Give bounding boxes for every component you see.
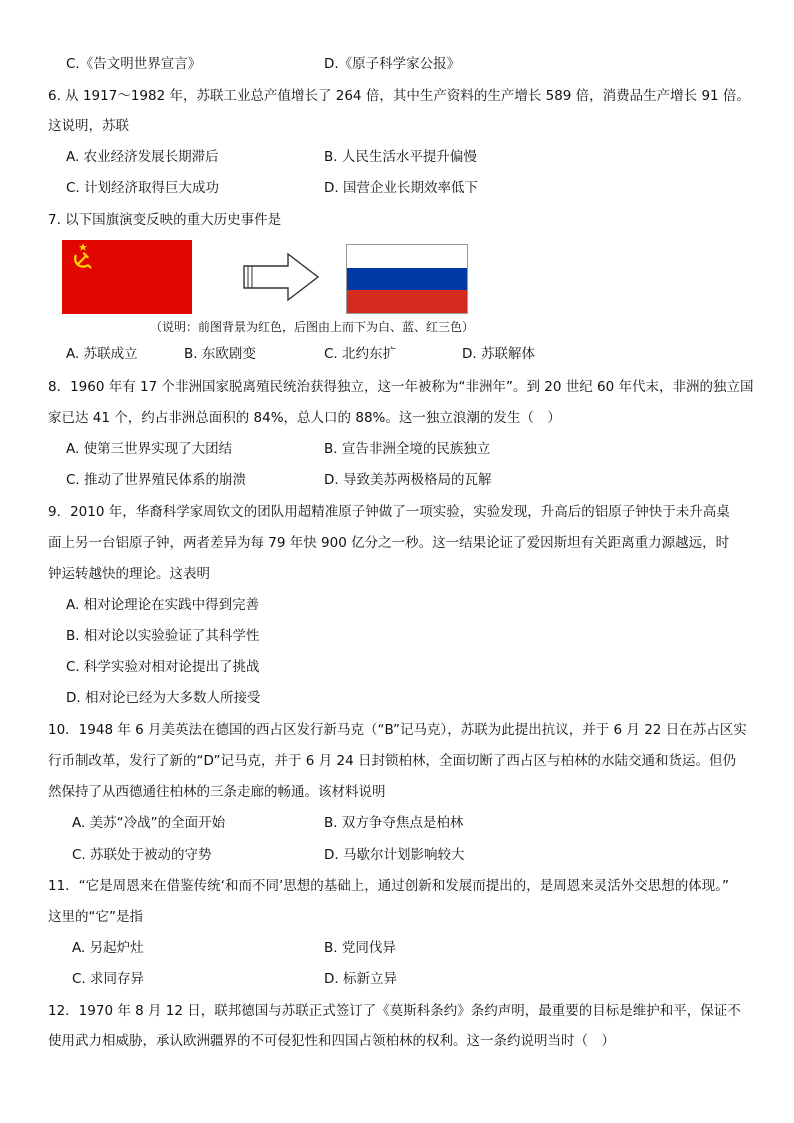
q8-option-a[interactable]: A. 使第三世界实现了大团结: [66, 441, 233, 457]
russian-flag-blue-band: [347, 268, 467, 291]
hammer-sickle-icon: [70, 243, 96, 269]
q9-stem-line3: 钟运转越快的理论。这表明: [48, 566, 210, 582]
q6-option-d[interactable]: D. 国营企业长期效率低下: [324, 180, 478, 196]
russian-flag: [346, 244, 468, 314]
q6-option-b[interactable]: B. 人民生活水平提升偏慢: [324, 149, 477, 165]
q9-option-c[interactable]: C. 科学实验对相对论提出了挑战: [66, 659, 260, 675]
q8-stem-line1: 8．1960 年有 17 个非洲国家脱离殖民统治获得独立，这一年被称为“非洲年”。到 20 世纪 60 年代末，非洲的独立国: [48, 379, 754, 395]
flag-figure: [62, 238, 482, 316]
q11-option-c[interactable]: C. 求同存异: [72, 971, 145, 987]
q12-stem-line1: 12．1970 年 8 月 12 日，联邦德国与苏联正式签订了《莫斯科条约》条约声明，最重要的目标是维护和平，保证不: [48, 1003, 741, 1019]
q7-option-a[interactable]: A. 苏联成立: [66, 346, 138, 362]
q6-stem-line2: 这说明，苏联: [48, 118, 129, 134]
q7-stem: 7. 以下国旗演变反映的重大历史事件是: [48, 212, 282, 228]
q7-option-d[interactable]: D. 苏联解体: [462, 346, 535, 362]
q5-option-d[interactable]: D.《原子科学家公报》: [324, 56, 461, 72]
flag-caption: （说明：前图背景为红色，后图由上而下为白、蓝、红三色）: [150, 320, 475, 334]
q11-option-b[interactable]: B. 党同伐异: [324, 940, 396, 956]
q11-stem-line1: 11．“它是周恩来在借鉴传统‘和而不同’思想的基础上，通过创新和发展而提出的，是周恩来灵活外交思想的体现。”: [48, 878, 729, 894]
q11-option-d[interactable]: D. 标新立异: [324, 971, 397, 987]
q6-stem-line1: 6. 从 1917～1982 年，苏联工业总产值增长了 264 倍，其中生产资料的生产增长 589 倍，消费品生产增长 91 倍。: [48, 88, 750, 104]
q8-option-c[interactable]: C. 推动了世界殖民体系的崩溃: [66, 472, 247, 488]
q10-option-d[interactable]: D. 马歇尔计划影响较大: [324, 847, 465, 863]
q10-stem-line2: 行币制改革，发行了新的“D”记马克，并于 6 月 24 日封锁柏林，全面切断了西占区与柏林的水陆交通和货运。但仍: [48, 753, 736, 769]
q9-stem-line2: 面上另一台铝原子钟，两者差异为每 79 年快 900 亿分之一秒。这一结果论证了爱因斯坦有关距离重力源越远，时: [48, 535, 730, 551]
q6-option-c[interactable]: C. 计划经济取得巨大成功: [66, 180, 220, 196]
q9-stem-line1: 9．2010 年，华裔科学家周钦文的团队用超精准原子钟做了一项实验，实验发现，升高后的铝原子钟快于未升高桌: [48, 504, 730, 520]
q7-option-c[interactable]: C. 北约东扩: [324, 346, 397, 362]
q8-option-b[interactable]: B. 宣告非洲全境的民族独立: [324, 441, 491, 457]
star-icon: [79, 243, 87, 251]
q9-option-d[interactable]: D. 相对论已经为大多数人所接受: [66, 690, 261, 706]
q7-option-b[interactable]: B. 东欧剧变: [184, 346, 256, 362]
q12-stem-line2: 使用武力相威胁，承认欧洲疆界的不可侵犯性和四国占领柏林的权利。这一条约说明当时（ ）: [48, 1033, 615, 1049]
q8-option-d[interactable]: D. 导致美苏两极格局的瓦解: [324, 472, 492, 488]
q11-stem-line2: 这里的“它”是指: [48, 909, 143, 925]
russian-flag-red-band: [347, 290, 467, 313]
soviet-flag: [62, 240, 192, 314]
q11-option-a[interactable]: A. 另起炉灶: [72, 940, 144, 956]
q10-stem-line1: 10．1948 年 6 月美英法在德国的西占区发行新马克（“B”记马克），苏联为此提出抗议，并于 6 月 22 日在苏占区实: [48, 722, 747, 738]
arrow-right-icon: [242, 252, 322, 302]
q5-option-c[interactable]: C.《告文明世界宣言》: [66, 56, 202, 72]
q10-option-b[interactable]: B. 双方争夺焦点是柏林: [324, 815, 464, 831]
q8-stem-line2: 家已达 41 个，约占非洲总面积的 84%，总人口的 88%。这一独立浪潮的发生（ ）: [48, 410, 561, 426]
q9-option-b[interactable]: B. 相对论以实验验证了其科学性: [66, 628, 260, 644]
sickle-handle: [88, 265, 91, 268]
russian-flag-white-band: [347, 245, 467, 268]
q6-option-a[interactable]: A. 农业经济发展长期滞后: [66, 149, 219, 165]
q9-option-a[interactable]: A. 相对论理论在实践中得到完善: [66, 597, 260, 613]
q10-option-a[interactable]: A. 美苏“冷战”的全面开始: [72, 815, 226, 831]
q10-stem-line3: 然保持了从西德通往柏林的三条走廊的畅通。该材料说明: [48, 784, 386, 800]
q10-option-c[interactable]: C. 苏联处于被动的守势: [72, 847, 212, 863]
